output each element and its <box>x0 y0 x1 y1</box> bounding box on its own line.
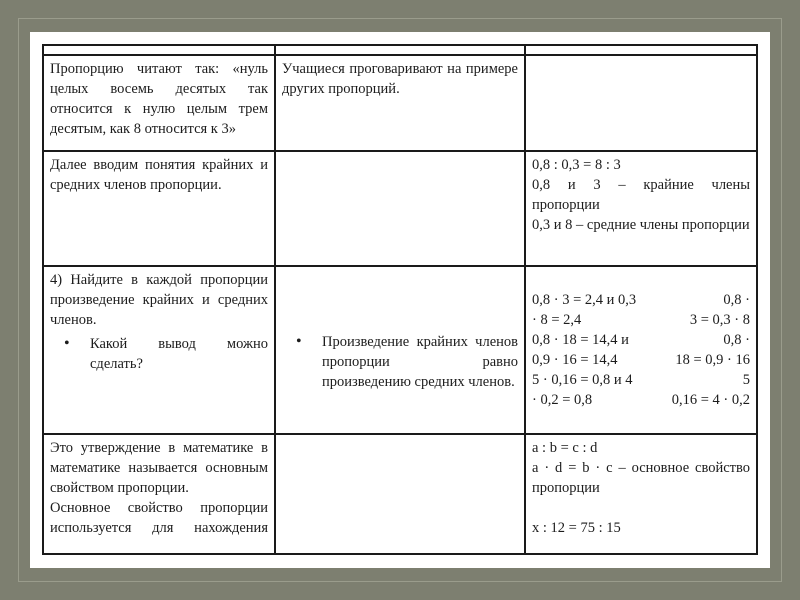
cell-line: 0,8 и 3 – крайние члены пропорции <box>532 177 750 213</box>
grid-right: 0,8 · <box>723 332 750 348</box>
cell-paragraph: Это утверждение в математике в математике называется основным свойством пропорции. <box>50 440 268 496</box>
table-cell: Учащиеся проговаривают на примере других пропорций. <box>275 55 525 151</box>
table-cell: Далее вводим понятия крайних и средних членов пропорции. <box>43 151 275 266</box>
table-cell <box>275 434 525 554</box>
cell-line: a : b = c : d <box>532 440 598 456</box>
bullet-item <box>50 334 268 374</box>
grid-right: 3 = 0,3 · 8 <box>689 312 750 328</box>
bullet-item <box>282 332 518 392</box>
table-cell: Пропорцию читают так: «нуль целых восемь десятых так относится к нулю целым трем десятым, как 8 относится к 3» <box>43 55 275 151</box>
cell-paragraph: Основное свойство пропорции используется для нахождения <box>50 500 268 536</box>
table-row <box>43 151 757 266</box>
table-cell <box>525 266 757 434</box>
slide <box>30 32 770 568</box>
table-cell <box>525 434 757 554</box>
grid-right: 0,8 · <box>723 292 750 308</box>
grid-right: 0,16 = 4 · 0,2 <box>671 392 750 408</box>
lesson-table <box>42 44 758 555</box>
table-cell <box>525 55 757 151</box>
table-cell <box>275 266 525 434</box>
table-cell <box>275 45 525 55</box>
table-row <box>43 55 757 151</box>
bullet-icon: • <box>296 333 302 350</box>
bullet-text: Произведение крайних членов пропорции равно произведению средних членов. <box>322 334 518 390</box>
grid-left: 0,9 · 16 = 14,4 <box>532 352 618 368</box>
bullet-icon: • <box>64 335 70 352</box>
bullet-text: Какой вывод можно сделать? <box>90 336 268 372</box>
grid-right: 18 = 0,9 · 16 <box>675 352 750 368</box>
cell-line: 0,8 : 0,3 = 8 : 3 <box>532 157 621 173</box>
table-row <box>43 434 757 554</box>
table-cell <box>525 45 757 55</box>
table-row-cut <box>43 45 757 55</box>
grid-left: · 0,2 = 0,8 <box>532 392 593 408</box>
grid-left: 0,8 · 3 = 2,4 и 0,3 <box>532 292 637 308</box>
cell-line: x : 12 = 75 : 15 <box>532 520 621 536</box>
products-grid <box>532 290 750 410</box>
table-cell <box>43 45 275 55</box>
cell-line <box>532 498 750 518</box>
cell-title: 4) Найдите в каждой пропорции произведение крайних и средних членов. <box>50 272 268 328</box>
grid-left: 0,8 · 18 = 14,4 и <box>532 332 629 348</box>
grid-left: · 8 = 2,4 <box>532 312 582 328</box>
grid-left: 5 · 0,16 = 0,8 и 4 <box>532 372 633 388</box>
table-cell <box>275 151 525 266</box>
cell-line: a · d = b · c – основное свойство пропорции <box>532 460 750 496</box>
grid-right: 5 <box>742 372 750 388</box>
table-cell <box>43 434 275 554</box>
cell-line: 0,3 и 8 – средние члены пропорции <box>532 217 750 233</box>
table-cell <box>525 151 757 266</box>
table-row <box>43 266 757 434</box>
table-cell <box>43 266 275 434</box>
